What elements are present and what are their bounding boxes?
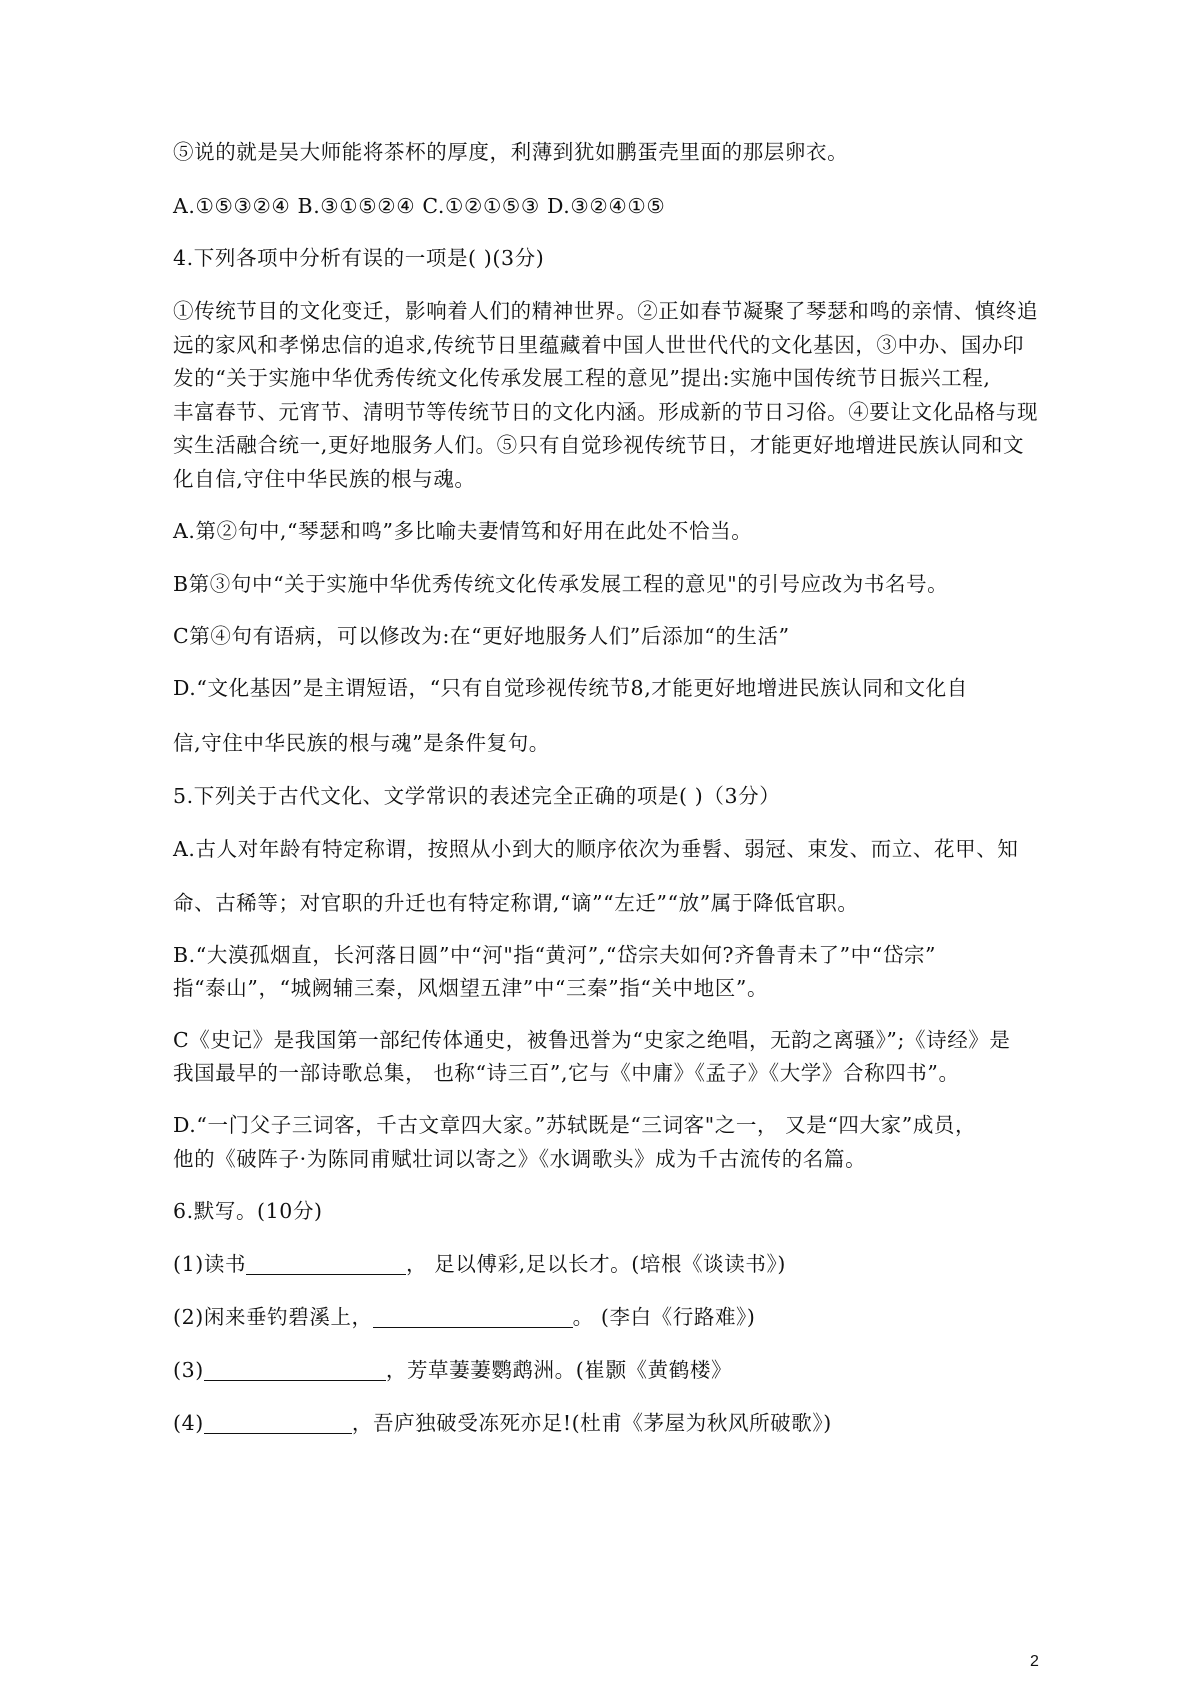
question-6-stem: 6.默写。(10分) bbox=[173, 1199, 323, 1223]
option-c-q5-cont: 我国最早的一部诗歌总集， 也称“诗三百”,它与《中庸》《孟子》《大学》合称四书”。 bbox=[173, 1061, 960, 1085]
option-c-q5: C《史记》是我国第一部纪传体通史，被鲁迅誉为“史家之绝唱，无韵之离骚》”;《诗经》是 bbox=[173, 1028, 1011, 1052]
passage-line: 远的家风和孝悌忠信的追求,传统节日里蕴藏着中国人世世代代的文化基因，③中办、国办印 bbox=[173, 333, 1025, 357]
option-b-q5: B.“大漠孤烟直，长河落日圆”中“河"指“黄河”,“岱宗夫如何?齐鲁青未了”中“岱宗” bbox=[173, 943, 937, 967]
fill-item-suffix: 。 (李白《行路难》) bbox=[572, 1305, 756, 1329]
passage-line: 化自信,守住中华民族的根与魂。 bbox=[173, 467, 476, 491]
option-d-q5-cont: 他的《破阵子·为陈同甫赋壮词以寄之》《水调歌头》成为千古流传的名篇。 bbox=[173, 1147, 867, 1171]
question-4-stem: 4.下列各项中分析有误的一项是( )(3分) bbox=[173, 246, 545, 270]
fill-item-prefix: (3) bbox=[173, 1358, 204, 1382]
fill-item-1 bbox=[173, 1250, 786, 1278]
option-d-q5: D.“一门父子三词客，千古文章四大家。”苏轼既是“三词客"之一， 又是“四大家”成员， bbox=[173, 1113, 977, 1137]
option-a-q4: A.第②句中,“琴瑟和鸣”多比喻夫妻情笃和好用在此处不恰当。 bbox=[173, 519, 753, 543]
fill-item-suffix: ， 足以傅彩,足以长才。(培根《谈读书》) bbox=[406, 1252, 786, 1276]
option-d-q4: D.“文化基因”是主谓短语，“只有自觉珍视传统节8,才能更好地增进民族认同和文化自 bbox=[173, 676, 968, 700]
answer-blank-4[interactable] bbox=[204, 1413, 352, 1434]
fill-item-prefix: (2)闲来垂钓碧溪上， bbox=[173, 1305, 373, 1329]
page-number: 2 bbox=[1030, 1653, 1039, 1670]
passage-line: ①传统节目的文化变迁，影响着人们的精神世界。②正如春节凝聚了琴瑟和鸣的亲情、慎终追 bbox=[173, 299, 1039, 323]
fill-item-4 bbox=[173, 1409, 832, 1437]
answer-blank-2[interactable] bbox=[373, 1307, 573, 1328]
answer-blank-1[interactable] bbox=[246, 1254, 406, 1275]
paragraph-line: ⑤说的就是吴大师能将茶杯的厚度，利薄到犹如鹏蛋壳里面的那层卵衣。 bbox=[173, 140, 849, 164]
fill-item-suffix: ，芳草萋萋鹦鹉洲。(崔颢《黄鹤楼》 bbox=[385, 1358, 733, 1382]
answer-blank-3[interactable] bbox=[204, 1360, 386, 1381]
option-c-q4: C第④句有语病，可以修改为:在“更好地服务人们”后添加“的生活” bbox=[173, 624, 790, 648]
option-b-q5-cont: 指“泰山”，“城阙辅三秦，风烟望五津”中“三秦”指“关中地区”。 bbox=[173, 976, 769, 1000]
passage-line: 发的“关于实施中华优秀传统文化传承发展工程的意见”提出:实施中国传统节日振兴工程, bbox=[173, 366, 991, 390]
passage-line: 实生活融合统一,更好地服务人们。⑤只有自觉珍视传统节日，才能更好地增进民族认同和文 bbox=[173, 433, 1025, 457]
answer-options-q3: A.①⑤③②④ B.③①⑤②④ C.①②①⑤③ D.③②④①⑤ bbox=[173, 194, 666, 218]
passage-line: 丰富春节、元宵节、清明节等传统节日的文化内涵。形成新的节日习俗。④要让文化品格与现 bbox=[173, 400, 1039, 424]
fill-item-suffix: ，吾庐独破受冻死亦足!(杜甫《茅屋为秋风所破歌》) bbox=[351, 1411, 832, 1435]
question-5-stem: 5.下列关于古代文化、文学常识的表述完全正确的项是( )（3分） bbox=[173, 784, 781, 808]
fill-item-prefix: (1)读书 bbox=[173, 1252, 247, 1276]
fill-item-3 bbox=[173, 1356, 732, 1384]
fill-item-2 bbox=[173, 1303, 756, 1331]
option-a-q5: A.古人对年龄有特定称谓，按照从小到大的顺序依次为垂髫、弱冠、束发、而立、花甲、知 bbox=[173, 837, 1019, 861]
option-d-q4-cont: 信,守住中华民族的根与魂”是条件复句。 bbox=[173, 731, 550, 755]
option-a-q5-cont: 命、古稀等；对官职的升迁也有特定称谓,“谪”“左迁”“放”属于降低官职。 bbox=[173, 891, 859, 915]
option-b-q4: B第③句中“关于实施中华优秀传统文化传承发展工程的意见"的引号应改为书名号。 bbox=[173, 572, 949, 596]
fill-item-prefix: (4) bbox=[173, 1411, 204, 1435]
